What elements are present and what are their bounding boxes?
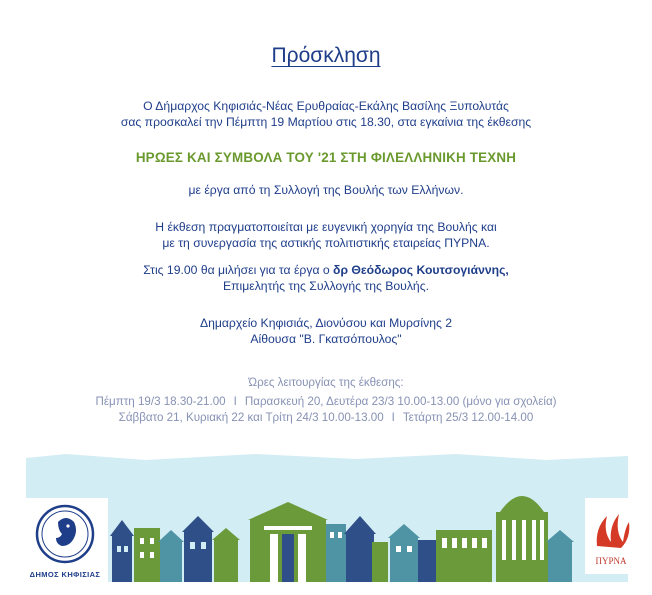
house-green-1 [134, 528, 160, 582]
pyrna-emblem-icon [585, 498, 637, 556]
venue-text [0, 315, 652, 347]
invitation-line-2: σας προσκαλεί την Πέμπτη 19 Μαρτίου στις 18.30, στα εγκαίνια της έκθεσης [120, 115, 532, 129]
hours-row-2-a: Σάββατο 21, Κυριακή 22 και Τρίτη 24/3 10.00-13.00 [118, 411, 384, 424]
domed-building [496, 496, 548, 582]
page-title: Πρόσκληση [271, 44, 381, 67]
speaker-prefix: Στις 19.00 θα μιλήσει για τα έργα ο [143, 263, 334, 277]
kifisia-municipality-logo [22, 498, 108, 590]
invitation-line-1: Ο Δήμαρχος Κηφισιάς-Νέας Ερυθραίας-Εκάλης Βασίλης Ξυπολυτάς [143, 99, 509, 113]
invitation-text [0, 98, 652, 130]
kifisia-logo-caption: ΔΗΜΟΣ ΚΗΦΙΣΙΑΣ [29, 570, 101, 579]
sponsorship-line-2: με τη συνεργασία της αστικής πολιτιστικής εταιρείας ΠΥΡΝΑ. [162, 236, 490, 250]
long-green-building [436, 530, 492, 582]
hours-heading: Ώρες λειτουργίας της έκθεσης: [248, 376, 404, 389]
speaker-text [0, 262, 652, 294]
speaker-line-2: Επιμελητής της Συλλογής της Βουλής. [223, 279, 429, 293]
speaker-line-1 [0, 262, 652, 278]
hours-row-1-b: Παρασκευή 20, Δευτέρα 23/3 10.00-13.00 (μόνο για σχολεία) [244, 395, 557, 408]
hours-separator: I [391, 411, 395, 424]
house-teal-2 [326, 524, 346, 582]
venue-line-1: Δημαρχείο Κηφισιάς, Διονύσου και Μυρσίνης 2 [199, 316, 453, 330]
pyrna-logo [585, 498, 637, 574]
exhibition-title: ΗΡΩΕΣ ΚΑΙ ΣΥΜΒΟΛΑ ΤΟΥ '21 ΣΤΗ ΦΙΛΕΛΛΗΝΙΚΗ ΤΕΧΝΗ [135, 150, 517, 165]
hours-row-2-b: Τετάρτη 25/3 12.00-14.00 [402, 411, 534, 424]
sponsorship-text [0, 219, 652, 251]
sponsorship-line-1: Η έκθεση πραγματοποιείται με ευγενική χορηγία της Βουλής και [155, 220, 497, 234]
hours-row-1-a: Πέμπτη 19/3 18.30-21.00 [95, 395, 226, 408]
speaker-name: δρ Θεόδωρος Κουτσογιάννης, [333, 263, 509, 277]
town-banner [26, 454, 628, 586]
hours-separator: I [233, 395, 237, 408]
venue-line-2: Αίθουσα "Β. Γκατσόπουλος" [250, 332, 402, 346]
hours-row-2 [0, 410, 652, 426]
pyrna-logo-caption: ΠΥΡΝΑ [595, 556, 627, 566]
hours-row-1 [0, 394, 652, 410]
house-green-3 [372, 542, 388, 582]
collection-line: με έργα από τη Συλλογή της Βουλής των Ελλήνων. [188, 183, 464, 197]
house-blue-4 [418, 540, 436, 582]
kifisia-emblem-icon [22, 498, 108, 568]
